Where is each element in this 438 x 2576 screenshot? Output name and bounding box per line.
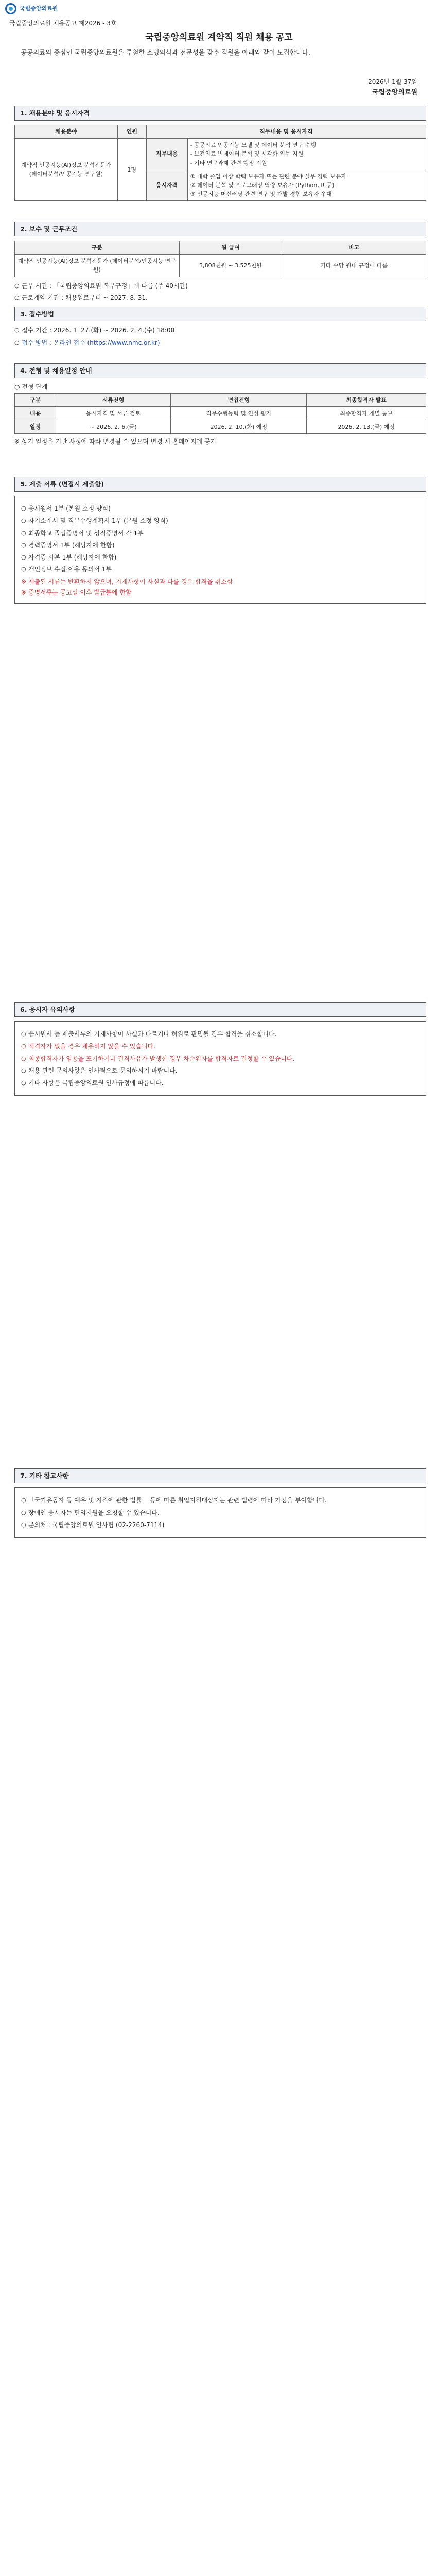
duty-line: - 보건의료 빅데이터 분석 및 시각화 업무 지원 bbox=[190, 150, 304, 158]
apply-url-text[interactable]: 접수 방법 : 온라인 접수 (https://www.nmc.or.kr) bbox=[22, 338, 160, 346]
section-title: 6. 응시자 유의사항 bbox=[14, 1002, 426, 1017]
table-cell: 직무수행능력 및 인성 평가 bbox=[171, 407, 307, 420]
etc-box bbox=[14, 1487, 426, 1538]
schedule-subtitle: ○ 전형 단계 bbox=[14, 383, 48, 391]
pay-items bbox=[14, 281, 426, 303]
table-header: 최종합격자 발표 bbox=[307, 393, 426, 406]
cautions-box bbox=[14, 1021, 426, 1096]
table-header: 직무내용 및 응시자격 bbox=[146, 125, 426, 139]
notice-date: 2026년 1월 37일 bbox=[368, 78, 417, 86]
section-title: 4. 전형 및 채용일정 안내 bbox=[14, 363, 426, 378]
logo-mark-icon bbox=[5, 3, 16, 14]
table-header: 서류전형 bbox=[56, 393, 170, 406]
section-apply-method bbox=[14, 307, 426, 350]
duty-cell bbox=[187, 139, 426, 170]
table-header: 인원 bbox=[117, 125, 146, 139]
table-header: 면접전형 bbox=[171, 393, 307, 406]
table-cell: 2026. 2. 13.(금) 예정 bbox=[307, 420, 426, 434]
table-header: 구분 bbox=[15, 241, 180, 255]
count-cell: 1명 bbox=[117, 139, 146, 200]
section-documents bbox=[14, 477, 426, 604]
row-label: 내용 bbox=[15, 407, 56, 420]
pay-table bbox=[14, 241, 426, 277]
list-item: ○ 자격증 사본 1부 (해당자에 한함) bbox=[21, 553, 419, 563]
page-title: 국립중앙의료원 계약직 직원 채용 공고 bbox=[145, 32, 293, 43]
duty-label: 직무내용 bbox=[146, 139, 187, 170]
pay-type-cell: 계약직 인공지능(AI)정보 분석전문가 (데이터분석/인공지능 연구원) bbox=[15, 255, 180, 277]
duty-line: - 공공의료 인공지능 모델 및 데이터 분석 연구 수행 bbox=[190, 142, 317, 149]
section-title: 7. 기타 참고사항 bbox=[14, 1468, 426, 1483]
document-note: ※ 증명서류는 공고일 이후 발급분에 한함 bbox=[21, 588, 132, 596]
table-cell: 응시자격 및 서류 검토 bbox=[56, 407, 170, 420]
list-item: ○ 문의처 : 국립중앙의료원 인사팀 (02-2260-7114) bbox=[21, 1520, 419, 1530]
table-cell: ~ 2026. 2. 6.(금) bbox=[56, 420, 170, 434]
list-item: ○ 근로계약 기간 : 채용일로부터 ~ 2027. 8. 31. bbox=[14, 293, 426, 303]
qual-line: ③ 인공지능·머신러닝 관련 연구 및 개발 경험 보유자 우대 bbox=[190, 190, 332, 197]
salary-cell: 3,808천원 ~ 3,525천원 bbox=[179, 255, 282, 277]
schedule-table bbox=[14, 393, 426, 434]
qual-cell bbox=[187, 170, 426, 200]
table-header: 월 급여 bbox=[179, 241, 282, 255]
qual-line: ① 대학 졸업 이상 학력 보유자 또는 관련 분야 실무 경력 보유자 bbox=[190, 173, 346, 180]
logo-text: 국립중앙의료원 bbox=[20, 5, 58, 12]
section-field-qualification bbox=[14, 106, 426, 201]
table-row bbox=[15, 420, 426, 434]
table-cell: 2026. 2. 10.(화) 예정 bbox=[171, 420, 307, 434]
document-note: ※ 제출된 서류는 반환하지 않으며, 기재사항이 사실과 다를 경우 합격을 취소함 bbox=[21, 578, 233, 585]
qual-line: ② 데이터 분석 및 프로그래밍 역량 보유자 (Python, R 등) bbox=[190, 181, 335, 189]
document-items bbox=[21, 504, 419, 574]
list-item bbox=[14, 338, 426, 348]
list-item: ○ 「국가유공자 등 예우 및 지원에 관한 법률」 등에 따른 취업지원대상자는 관련 법령에 따라 가점을 부여합니다. bbox=[21, 1496, 419, 1505]
pay-note-cell: 기타 수당 원내 규정에 따름 bbox=[282, 255, 426, 277]
section-title: 3. 접수방법 bbox=[14, 307, 426, 321]
list-item: ○ 적격자가 없을 경우 채용하지 않을 수 있습니다. bbox=[21, 1042, 419, 1052]
intro-text: 공공의료의 중심인 국립중앙의료원은 투철한 소명의식과 전문성을 갖춘 직원을 아래와 같이 모집합니다. bbox=[21, 48, 310, 56]
notice-number: 국립중앙의료원 채용공고 제2026 - 3호 bbox=[9, 20, 117, 27]
etc-items bbox=[21, 1496, 419, 1530]
section-cautions bbox=[14, 1002, 426, 1096]
caution-items bbox=[21, 1029, 419, 1088]
documents-box bbox=[14, 496, 426, 604]
list-item: ○ 응시원서 등 제출서류의 기재사항이 사실과 다르거나 허위로 판명될 경우 합격을 취소합니다. bbox=[21, 1029, 419, 1039]
list-item: ○ 자기소개서 및 직무수행계획서 1부 (본원 소정 양식) bbox=[21, 516, 419, 526]
field-cell: 계약직 인공지능(AI)정보 분석전문가 (데이터분석/인공지능 연구원) bbox=[15, 139, 118, 200]
section-etc bbox=[14, 1468, 426, 1538]
section-title: 5. 제출 서류 (면접시 제출함) bbox=[14, 477, 426, 492]
table-header: 구분 bbox=[15, 393, 56, 406]
list-item: ○ 근무 시간 : 「국립중앙의료원 복무규정」에 따름 (주 40시간) bbox=[14, 281, 426, 291]
org-logo bbox=[5, 3, 58, 14]
list-item: ○ 기타 사항은 국립중앙의료원 인사규정에 따릅니다. bbox=[21, 1078, 419, 1088]
duty-line: - 기타 연구과제 관련 행정 지원 bbox=[190, 159, 267, 166]
qual-label: 응시자격 bbox=[146, 170, 187, 200]
table-cell: 최종합격자 개별 통보 bbox=[307, 407, 426, 420]
apply-items bbox=[14, 326, 426, 347]
table-header: 비고 bbox=[282, 241, 426, 255]
list-item: ○ 장애인 응시자는 편의지원을 요청할 수 있습니다. bbox=[21, 1508, 419, 1518]
notice-org: 국립중앙의료원 bbox=[372, 89, 417, 96]
table-row bbox=[15, 407, 426, 420]
list-item: ○ 최종합격자가 임용을 포기하거나 결격사유가 발생한 경우 차순위자를 합격자로 결정할 수 있습니다. bbox=[21, 1054, 419, 1064]
row-label: 일정 bbox=[15, 420, 56, 434]
list-item: ○ 경력증명서 1부 (해당자에 한함) bbox=[21, 540, 419, 550]
list-item: ○ 최종학교 졸업증명서 및 성적증명서 각 1부 bbox=[21, 529, 419, 538]
list-item: ○ 접수 기간 : 2026. 1. 27.(화) ~ 2026. 2. 4.(수) 18:00 bbox=[14, 326, 426, 335]
table-header: 채용분야 bbox=[15, 125, 118, 139]
field-table bbox=[14, 125, 426, 200]
list-item: ○ 개인정보 수집·이용 동의서 1부 bbox=[21, 565, 419, 574]
section-pay-conditions bbox=[14, 222, 426, 306]
list-item: ○ 응시원서 1부 (본원 소정 양식) bbox=[21, 504, 419, 514]
section-title: 2. 보수 및 근무조건 bbox=[14, 222, 426, 236]
section-schedule bbox=[14, 363, 426, 448]
schedule-note: ※ 상기 일정은 기관 사정에 따라 변경될 수 있으며 변경 시 홈페이지에 공지 bbox=[14, 438, 216, 446]
section-title: 1. 채용분야 및 응시자격 bbox=[14, 106, 426, 121]
list-item: ○ 채용 관련 문의사항은 인사팀으로 문의하시기 바랍니다. bbox=[21, 1066, 419, 1076]
